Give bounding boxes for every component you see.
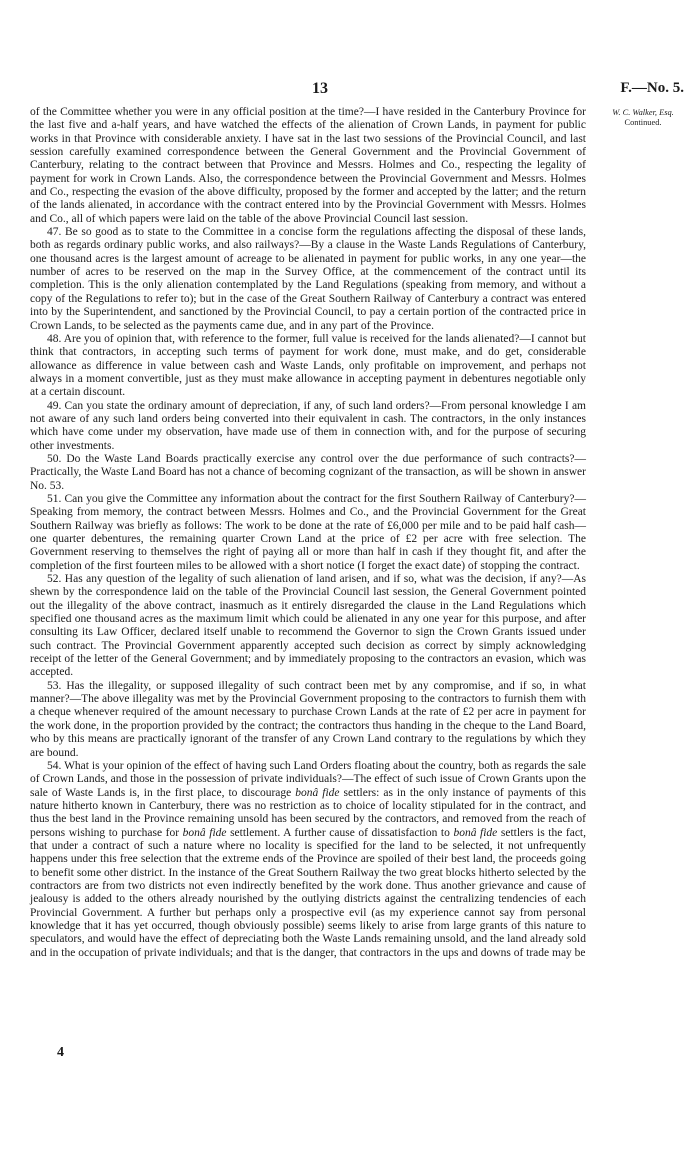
text-run: settlement. A further cause of dissatisfaction to: [226, 826, 454, 839]
page-reference: F.—No. 5.: [620, 80, 684, 96]
paragraph-p53: [30, 680, 586, 760]
italic-phrase: bonâ fide: [295, 786, 340, 799]
text-run: 53. Has the illegality, or supposed illegality of such contract been met by any compromise, and if so, in what manner?—The above illegality was met by the Provincial Government proposing to the contractors to furnish them with a cheque whenever required of the amount necessary to purchase Crown Lands at the rate of £2 per acre in payment for the work done, in the proportion provided by the contract; the contractors thus handing in the cheque to the Land Board, who by this means are practically ignorant of the transfer of any Crown Land contrary to the regulations by which they are bound.: [30, 679, 586, 759]
italic-phrase: bonâ fide: [182, 826, 227, 839]
italic-phrase: bonâ fide: [453, 826, 498, 839]
paragraph-p46-cont: [30, 106, 586, 226]
paragraph-p47: [30, 226, 586, 333]
paragraph-p54: [30, 760, 586, 960]
text-run: 52. Has any question of the legality of such alienation of land arisen, and if so, what was the decision, if any?—As shewn by the correspondence laid on the table of the Provincial Council last session, the General Government pointed out the illegality of the above contract, inasmuch as it entirely disregarded the clause in the Land Regulations which specified one thousand acres as the maximum limit which could be alienated in any one year for this purpose, and after consulting its Law Officer, declared itself unable to recommend the Governor to sign the Crown Grants issued under such contract. The Provincial Government apparently accepted such decision as correct by simply acknowledging receipt of the letter of the General Government; and by immediately proposing to the contractors an evasion, which was accepted.: [30, 573, 586, 679]
paragraph-p52: [30, 573, 586, 680]
paragraph-p51: [30, 493, 586, 573]
text-run: 48. Are you of opinion that, with reference to the former, full value is received for the lands alienated?—I cannot but think that contractors, in accepting such terms of payment for work done, must make, and do get, considerable allowance as difference in value between cash and Waste Lands, only profitable on improvement, and perhaps not always in a moment convertible, just as they must make allowance in accepting payment in debentures negotiable only at a certain discount.: [30, 332, 586, 399]
text-run: 51. Can you give the Committee any information about the contract for the first Southern Railway of Canterbury?—Speaking from memory, the contract between Messrs. Holmes and Co., and the Provincial Government for the Great Southern Railway was briefly as follows: The work to be done at the rate of £6,000 per mile and to be paid half cash—one quarter debentures, the remaining quarter Crown Land at the price of £2 per acre with free selection. The Government reserving to themselves the right of paying all or more than half in cash if they thought fit, and after the completion of the first fourteen miles to be allowed with a short notice (I forget the exact date) of stopping the contract.: [30, 492, 586, 572]
continued-label: Continued.: [624, 118, 662, 127]
margin-note: [591, 108, 695, 128]
text-run: settlers: as in the only instance of payments of this nature hitherto known in Canterbury, there was no restriction as to choice of locality stipulated for in the contract, and thus the best land in the Province remaining unsold has been secured by the contractors, and removed from the reach of persons wishing to purchase for: [30, 786, 586, 839]
paragraph-p49: [30, 400, 586, 453]
text-run: of the Committee whether you were in any official position at the time?—I have resided in the Canterbury Province for the last five and a-half years, and have watched the effects of the alienation of Crown Lands, in payment for public works in that Province with considerable anxiety. I have sat in the last two sessions of the Provincial Council, and last session carefully examined correspondence between the General Government and the Provincial Government of Canterbury, relating to the contract between that Province and Messrs. Holmes and Co., respecting the legality of payment for work in Crown Lands. Also, the correspondence between the Provincial Government and Messrs. Holmes and Co., respecting the evasion of the above difficulty, proposed by the former and accepted by the latter; and the return of the lands alienated, in accordance with the contract entered into by the Provincial Government with Messrs. Holmes and Co., all of which papers were laid on the table of the above Provincial Council last session.: [30, 106, 586, 225]
signature-mark: 4: [57, 1045, 64, 1060]
text-run: 49. Can you state the ordinary amount of depreciation, if any, of such land orders?—From personal knowledge I am not aware of any such land orders being converted into their equivalent in cash. The contractors, in the only instances which have come under my observation, have made use of them in connection with, and for the purpose of securing other investments.: [30, 399, 586, 452]
text-run: 47. Be so good as to state to the Committee in a concise form the regulations affecting the disposal of these lands, both as regards ordinary public works, and also railways?—By a clause in the Waste Lands Regulations of Canterbury, one thousand acres is the largest amount of acreage to be alienated in payment for public works, in any one year—the number of acres to be reserved on the map in the Survey Office, at the commencement of the contract until its completion. This is the only alienation contemplated by the Land Regulations (speaking from memory, and without a copy of the Regulations to refer to); but in the case of the Great Southern Railway of Canterbury a contract was entered into by the Superintendent, and sanctioned by the Provincial Council, to pay a certain portion of the contracted price in Crown Lands, to be selected as the payments came due, and in any part of the Province.: [30, 226, 586, 332]
witness-name: W. C. Walker, Esq.: [612, 108, 674, 117]
text-run: settlers is the fact, that under a contract of such a nature where no locality is specified for the land to be selected, it not unfrequently happens under this free selection that the extreme ends of the Province are spoiled of their best land, the proceeds going to benefit some other district. In the instance of the Great Southern Railway the two great blocks hitherto selected by the contractors are from two districts not even indirectly benefited by the work done. Thus another grievance and cause of jealousy is added to the others already nourished by the outlying districts against the centralizing tendencies of each Provincial Government. A further but perhaps only a prospective evil (as my experience cannot say from personal knowledge that it has yet occurred, though obviously possible) seems likely to arise from large grants of this nature to speculators, and would have the effect of depreciating both the Waste Lands remaining unsold, and the land already sold and in the occupation of private individuals; and that is the danger, that contractors in the ups and downs of trade may be: [30, 826, 586, 959]
page-number: 13: [312, 80, 328, 97]
paragraph-p50: [30, 453, 586, 493]
paragraph-p48: [30, 333, 586, 400]
body-text: [30, 106, 586, 960]
text-run: 50. Do the Waste Land Boards practically exercise any control over the due performance of such contracts?—Practically, the Waste Land Board has not a chance of becoming cognizant of the transaction, as will be shown in answer No. 53.: [30, 452, 586, 492]
text-run: 54. What is your opinion of the effect of having such Land Orders floating about the country, both as regards the sale of Crown Lands, and those in the possession of private individuals?—The effect of such issue of Crown Grants upon the sale of Waste Lands is, in the first place, to discourage: [30, 759, 586, 799]
